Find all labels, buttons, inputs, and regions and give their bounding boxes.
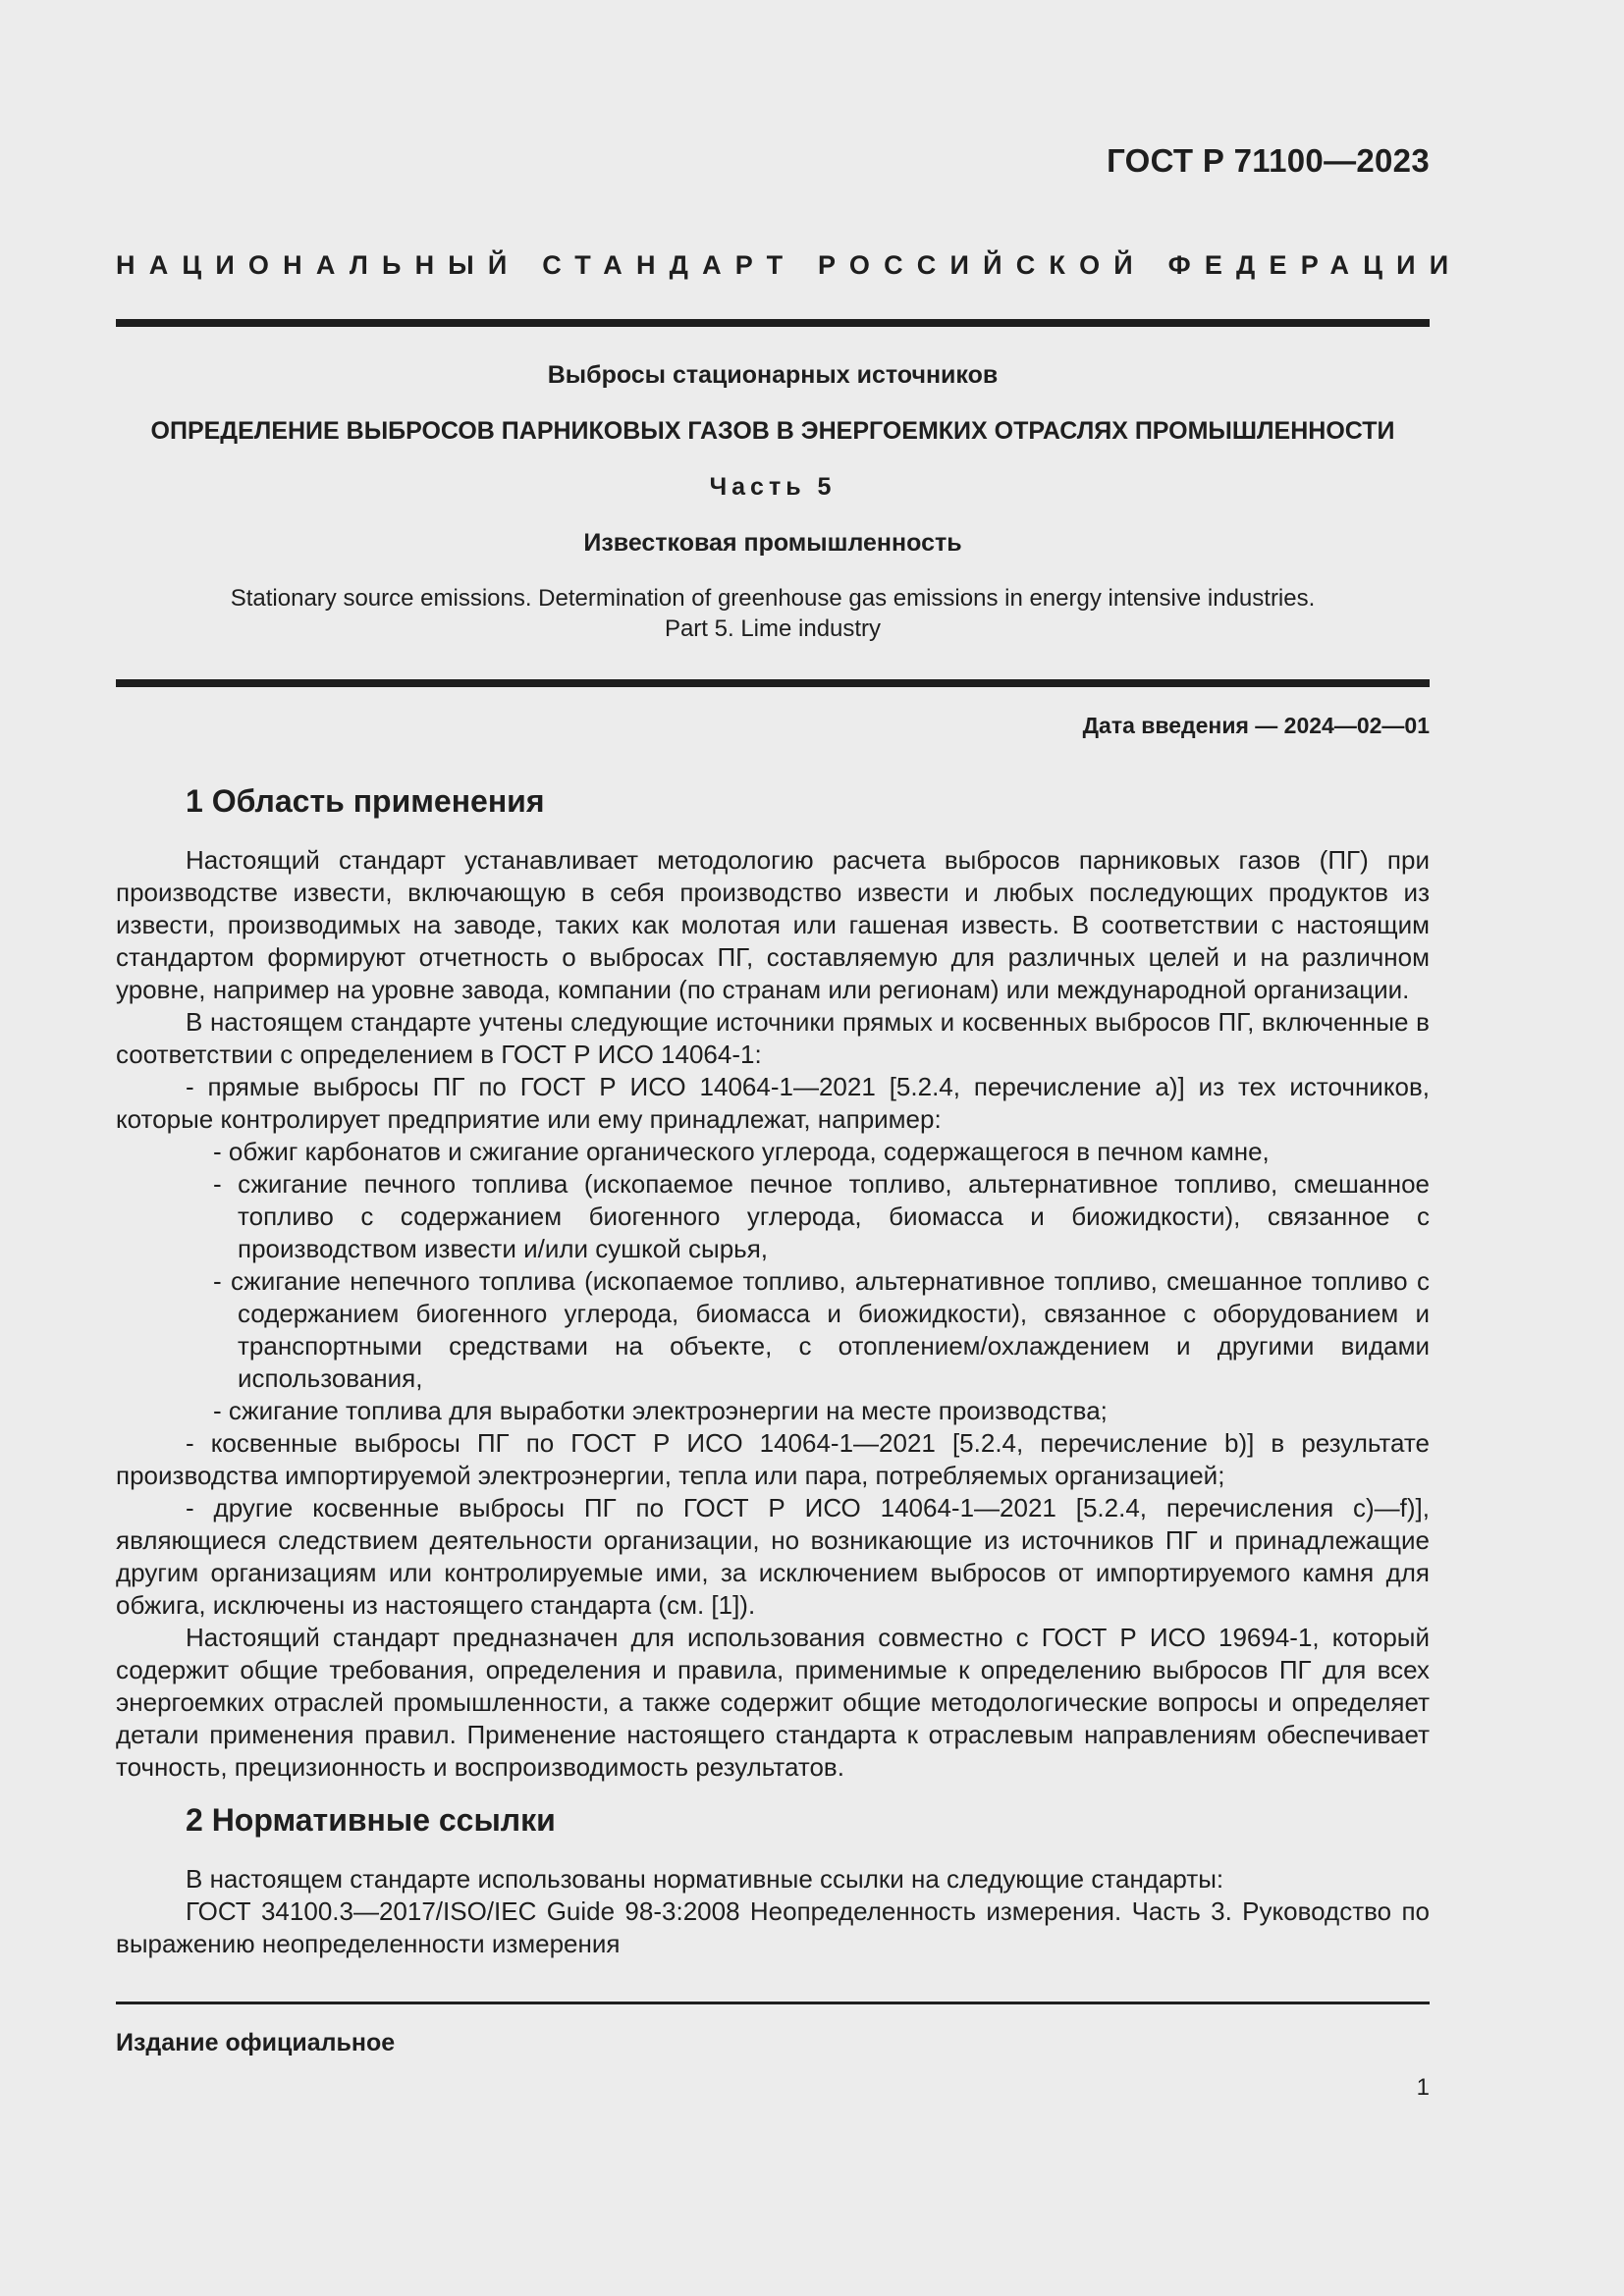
gost-number: ГОСТ Р 71100—2023 [1107,142,1430,179]
footer-rule [116,2002,1430,2004]
title-rule [116,679,1430,687]
national-standard-banner: НАЦИОНАЛЬНЫЙ СТАНДАРТ РОССИЙСКОЙ ФЕДЕРАЦИИ [116,250,1463,280]
introduction-date: Дата введения — 2024—02—01 [1082,713,1430,738]
sub-list-item: - сжигание топлива для выработки электроэнергии на месте производства; [213,1396,1108,1425]
paragraph: Настоящий стандарт предназначен для использования совместно с ГОСТ Р ИСО 19694-1, который содержит общие требования, определения и правила, применимые к определению выбросов ПГ для всех энергоемких отраслей промышленности, а также содержит общие методологические вопросы и определяет детали применения правил. Применение настоящего стандарта к отраслевым направлениям обеспечивает точность, прецизионность и воспроизводимость результатов. [116,1623,1430,1782]
official-edition-label: Издание официальное [116,2029,396,2056]
title-part: Часть 5 [709,473,837,501]
sub-list-item: - сжигание печного топлива (ископаемое печное топливо, альтернативное топливо, смешанное топливо с содержанием биогенного углерода, биомасса и биожидкости), связанное с производством извести и/или сушкой сырья, [213,1169,1430,1263]
section-2-heading: 2 Нормативные ссылки [186,1802,556,1838]
reference-item: ГОСТ 34100.3—2017/ISO/IEC Guide 98-3:2008 Неопределенность измерения. Часть 3. Руководство по выражению неопределенности измерения [116,1896,1430,1958]
page-number: 1 [1416,2074,1430,2101]
sub-list-item: - сжигание непечного топлива (ископаемое топливо, альтернативное топливо, смешанное топливо с содержанием биогенного углерода, биомасса и биожидкости), связанное с оборудованием и транспортными средствами на объекте, с отоплением/охлаждением и другими видами использования, [213,1266,1430,1393]
section-1-heading: 1 Область применения [186,783,545,819]
list-item: - другие косвенные выбросы ПГ по ГОСТ Р ИСО 14064-1—2021 [5.2.4, перечисления c)—f)], являющиеся следствием деятельности организации, но возникающие из источников ПГ и принадлежащие другим организациям или контролируемые ими, за исключением выбросов от импортируемого камня для обжига, исключены из настоящего стандарта (см. [1]). [116,1493,1430,1620]
paragraph: Настоящий стандарт устанавливает методологию расчета выбросов парниковых газов (ПГ) при производстве извести, включающую в себя производство извести и любых последующих продуктов из извести, производимых на заводе, таких как молотая или гашеная известь. В соответствии с настоящим стандартом формируют отчетность о выбросах ПГ, составляемую для различных целей и на различном уровне, например на уровне завода, компании (по странам или регионам) или международной организации. [116,845,1430,1004]
english-title [116,583,1430,644]
paragraph: В настоящем стандарте использованы нормативные ссылки на следующие стандарты: [186,1864,1224,1894]
section-1-body [116,844,1430,1784]
list-item: - косвенные выбросы ПГ по ГОСТ Р ИСО 14064-1—2021 [5.2.4, перечисление b)] в результате производства импортируемой электроэнергии, тепла или пара, потребляемых организацией; [116,1428,1430,1490]
paragraph: В настоящем стандарте учтены следующие источники прямых и косвенных выбросов ПГ, включенные в соответствии с определением в ГОСТ Р ИСО 14064-1: [116,1007,1430,1069]
title-industry: Известковая промышленность [583,529,962,557]
title-line-1: Выбросы стационарных источников [547,361,999,389]
english-title-line-2: Part 5. Lime industry [664,615,882,642]
sub-list-item: - обжиг карбонатов и сжигание органического углерода, содержащегося в печном камне, [213,1137,1270,1166]
section-2-body [116,1863,1430,1960]
english-title-line-1: Stationary source emissions. Determination of greenhouse gas emissions in energy intensive industries. [230,585,1316,612]
list-item: - прямые выбросы ПГ по ГОСТ Р ИСО 14064-1—2021 [5.2.4, перечисление a)] из тех источников, которые контролирует предприятие или ему принадлежат, например: [116,1072,1430,1134]
title-line-2: ОПРЕДЕЛЕНИЕ ВЫБРОСОВ ПАРНИКОВЫХ ГАЗОВ В ЭНЕРГОЕМКИХ ОТРАСЛЯХ ПРОМЫШЛЕННОСТИ [150,417,1395,445]
header-rule [116,319,1430,327]
